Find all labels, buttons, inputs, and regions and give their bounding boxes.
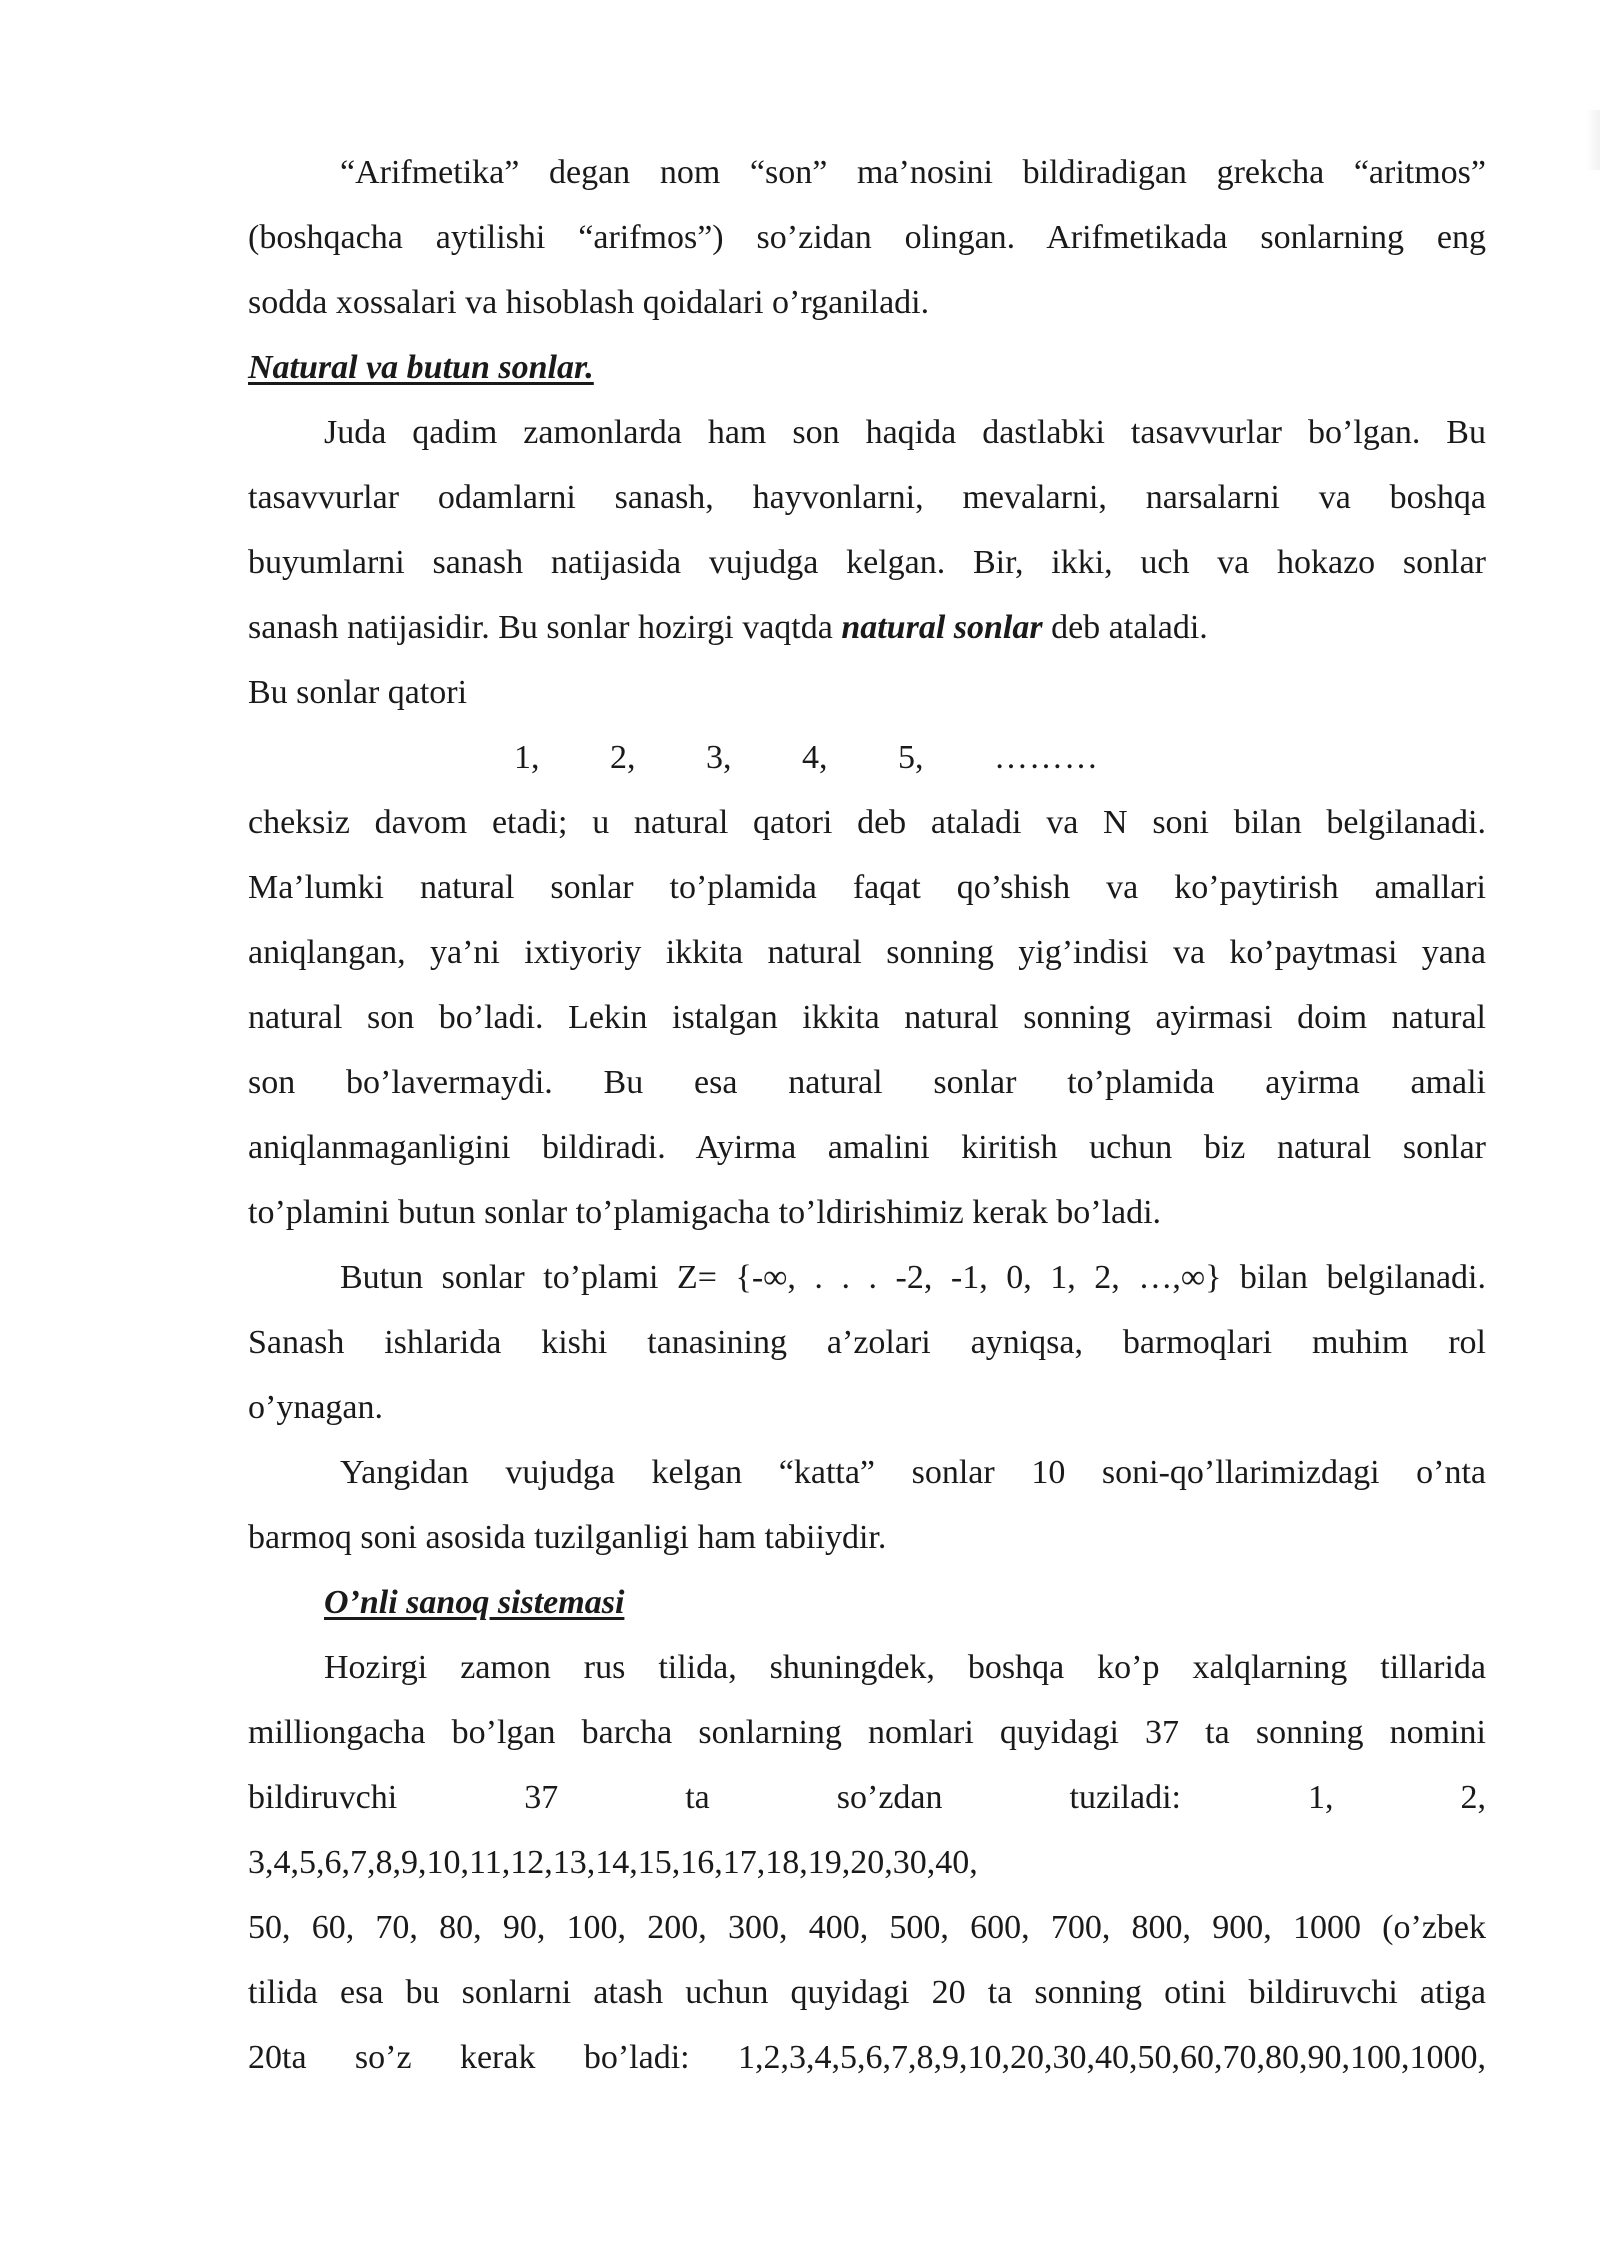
emphasis-natural-sonlar: natural sonlar: [841, 609, 1043, 646]
paragraph-line: to’plamini butun sonlar to’plamigacha to’ldirishimiz kerak bo’ladi.: [248, 1194, 1162, 1231]
text-run: deb ataladi.: [1042, 609, 1208, 646]
page-edge-shadow: [1586, 110, 1600, 170]
paragraph-line: Ma’lumki natural sonlar to’plamida faqat qo’shish va ko’paytirish amallari: [248, 869, 1486, 906]
sequence-item: 4,: [802, 739, 828, 776]
paragraph-line: 50, 60, 70, 80, 90, 100, 200, 300, 400, 500, 600, 700, 800, 900, 1000 (o’zbek: [248, 1909, 1486, 1946]
paragraph-line: tasavvurlar odamlarni sanash, hayvonlarni, mevalarni, narsalarni va boshqa: [248, 479, 1486, 516]
paragraph-line: Sanash ishlarida kishi tanasining a’zolari ayniqsa, barmoqlari muhim rol: [248, 1324, 1486, 1361]
sequence-item: 3,: [706, 739, 732, 776]
paragraph-line: 20ta so’z kerak bo’ladi: 1,2,3,4,5,6,7,8,9,10,20,30,40,50,60,70,80,90,100,1000,: [248, 2039, 1486, 2076]
section-heading-natural: [248, 335, 1486, 400]
paragraph-line: cheksiz davom etadi; u natural qatori deb ataladi va N soni bilan belgilanadi.: [248, 804, 1486, 841]
paragraph-line: tilida esa bu sonlarni atash uchun quyidagi 20 ta sonning otini bildiruvchi atiga: [248, 1974, 1486, 2011]
sequence-item: 5,: [898, 739, 924, 776]
paragraph-line: sodda xossalari va hisoblash qoidalari o’rganiladi.: [248, 284, 930, 321]
heading-text: O’nli sanoq sistemasi: [324, 1584, 625, 1621]
natural-number-sequence: [248, 725, 1486, 790]
paragraph-line: Juda qadim zamonlarda ham son haqida dastlabki tasavvurlar bo’lgan. Bu: [324, 414, 1486, 451]
heading-text: Natural va butun sonlar.: [248, 349, 594, 386]
text-column: [248, 140, 1486, 2090]
paragraph-line: “Arifmetika” degan nom “son” ma’nosini bildiradigan grekcha “aritmos”: [340, 154, 1486, 191]
section-heading-onli: [248, 1570, 1486, 1635]
paragraph-line: aniqlangan, ya’ni ixtiyoriy ikkita natural sonning yig’indisi va ko’paytmasi yana: [248, 934, 1486, 971]
paragraph-line: bildiruvchi 37 ta so’zdan tuziladi: 1, 2,: [248, 1779, 1486, 1816]
paragraph-line: Yangidan vujudga kelgan “katta” sonlar 10 soni-qo’llarimizdagi o’nta: [340, 1454, 1486, 1491]
paragraph-line: Hozirgi zamon rus tilida, shuningdek, boshqa ko’p xalqlarning tillarida: [324, 1649, 1486, 1686]
sequence-item: 1,: [514, 739, 540, 776]
text-run: sanash natijasidir. Bu sonlar hozirgi vaqtda: [248, 609, 842, 646]
paragraph-line: natural son bo’ladi. Lekin istalgan ikkita natural sonning ayirmasi doim natural: [248, 999, 1486, 1036]
paragraph-line: son bo’lavermaydi. Bu esa natural sonlar to’plamida ayirma amali: [248, 1064, 1486, 1101]
paragraph-line: milliongacha bo’lgan barcha sonlarning nomlari quyidagi 37 ta sonning nomini: [248, 1714, 1486, 1751]
paragraph-line: 3,4,5,6,7,8,9,10,11,12,13,14,15,16,17,18,19,20,30,40,: [248, 1844, 978, 1881]
paragraph-line: aniqlanmaganligini bildiradi. Ayirma amalini kiritish uchun biz natural sonlar: [248, 1129, 1486, 1166]
paragraph-line: Bu sonlar qatori: [248, 674, 468, 711]
paragraph-line: (boshqacha aytilishi “arifmos”) so’zidan olingan. Arifmetikada sonlarning eng: [248, 219, 1486, 256]
paragraph-line: barmoq soni asosida tuzilganligi ham tabiiydir.: [248, 1519, 887, 1556]
sequence-item: 2,: [610, 739, 636, 776]
sequence-ellipsis: ………: [994, 739, 1099, 776]
paragraph-line: buyumlarni sanash natijasida vujudga kelgan. Bir, ikki, uch va hokazo sonlar: [248, 544, 1486, 581]
paragraph-line: [248, 595, 1486, 660]
paragraph-line: Butun sonlar to’plami Z= {-∞, . . . -2, -1, 0, 1, 2, …,∞} bilan belgilanadi.: [340, 1259, 1486, 1296]
paragraph-line: o’ynagan.: [248, 1389, 384, 1426]
